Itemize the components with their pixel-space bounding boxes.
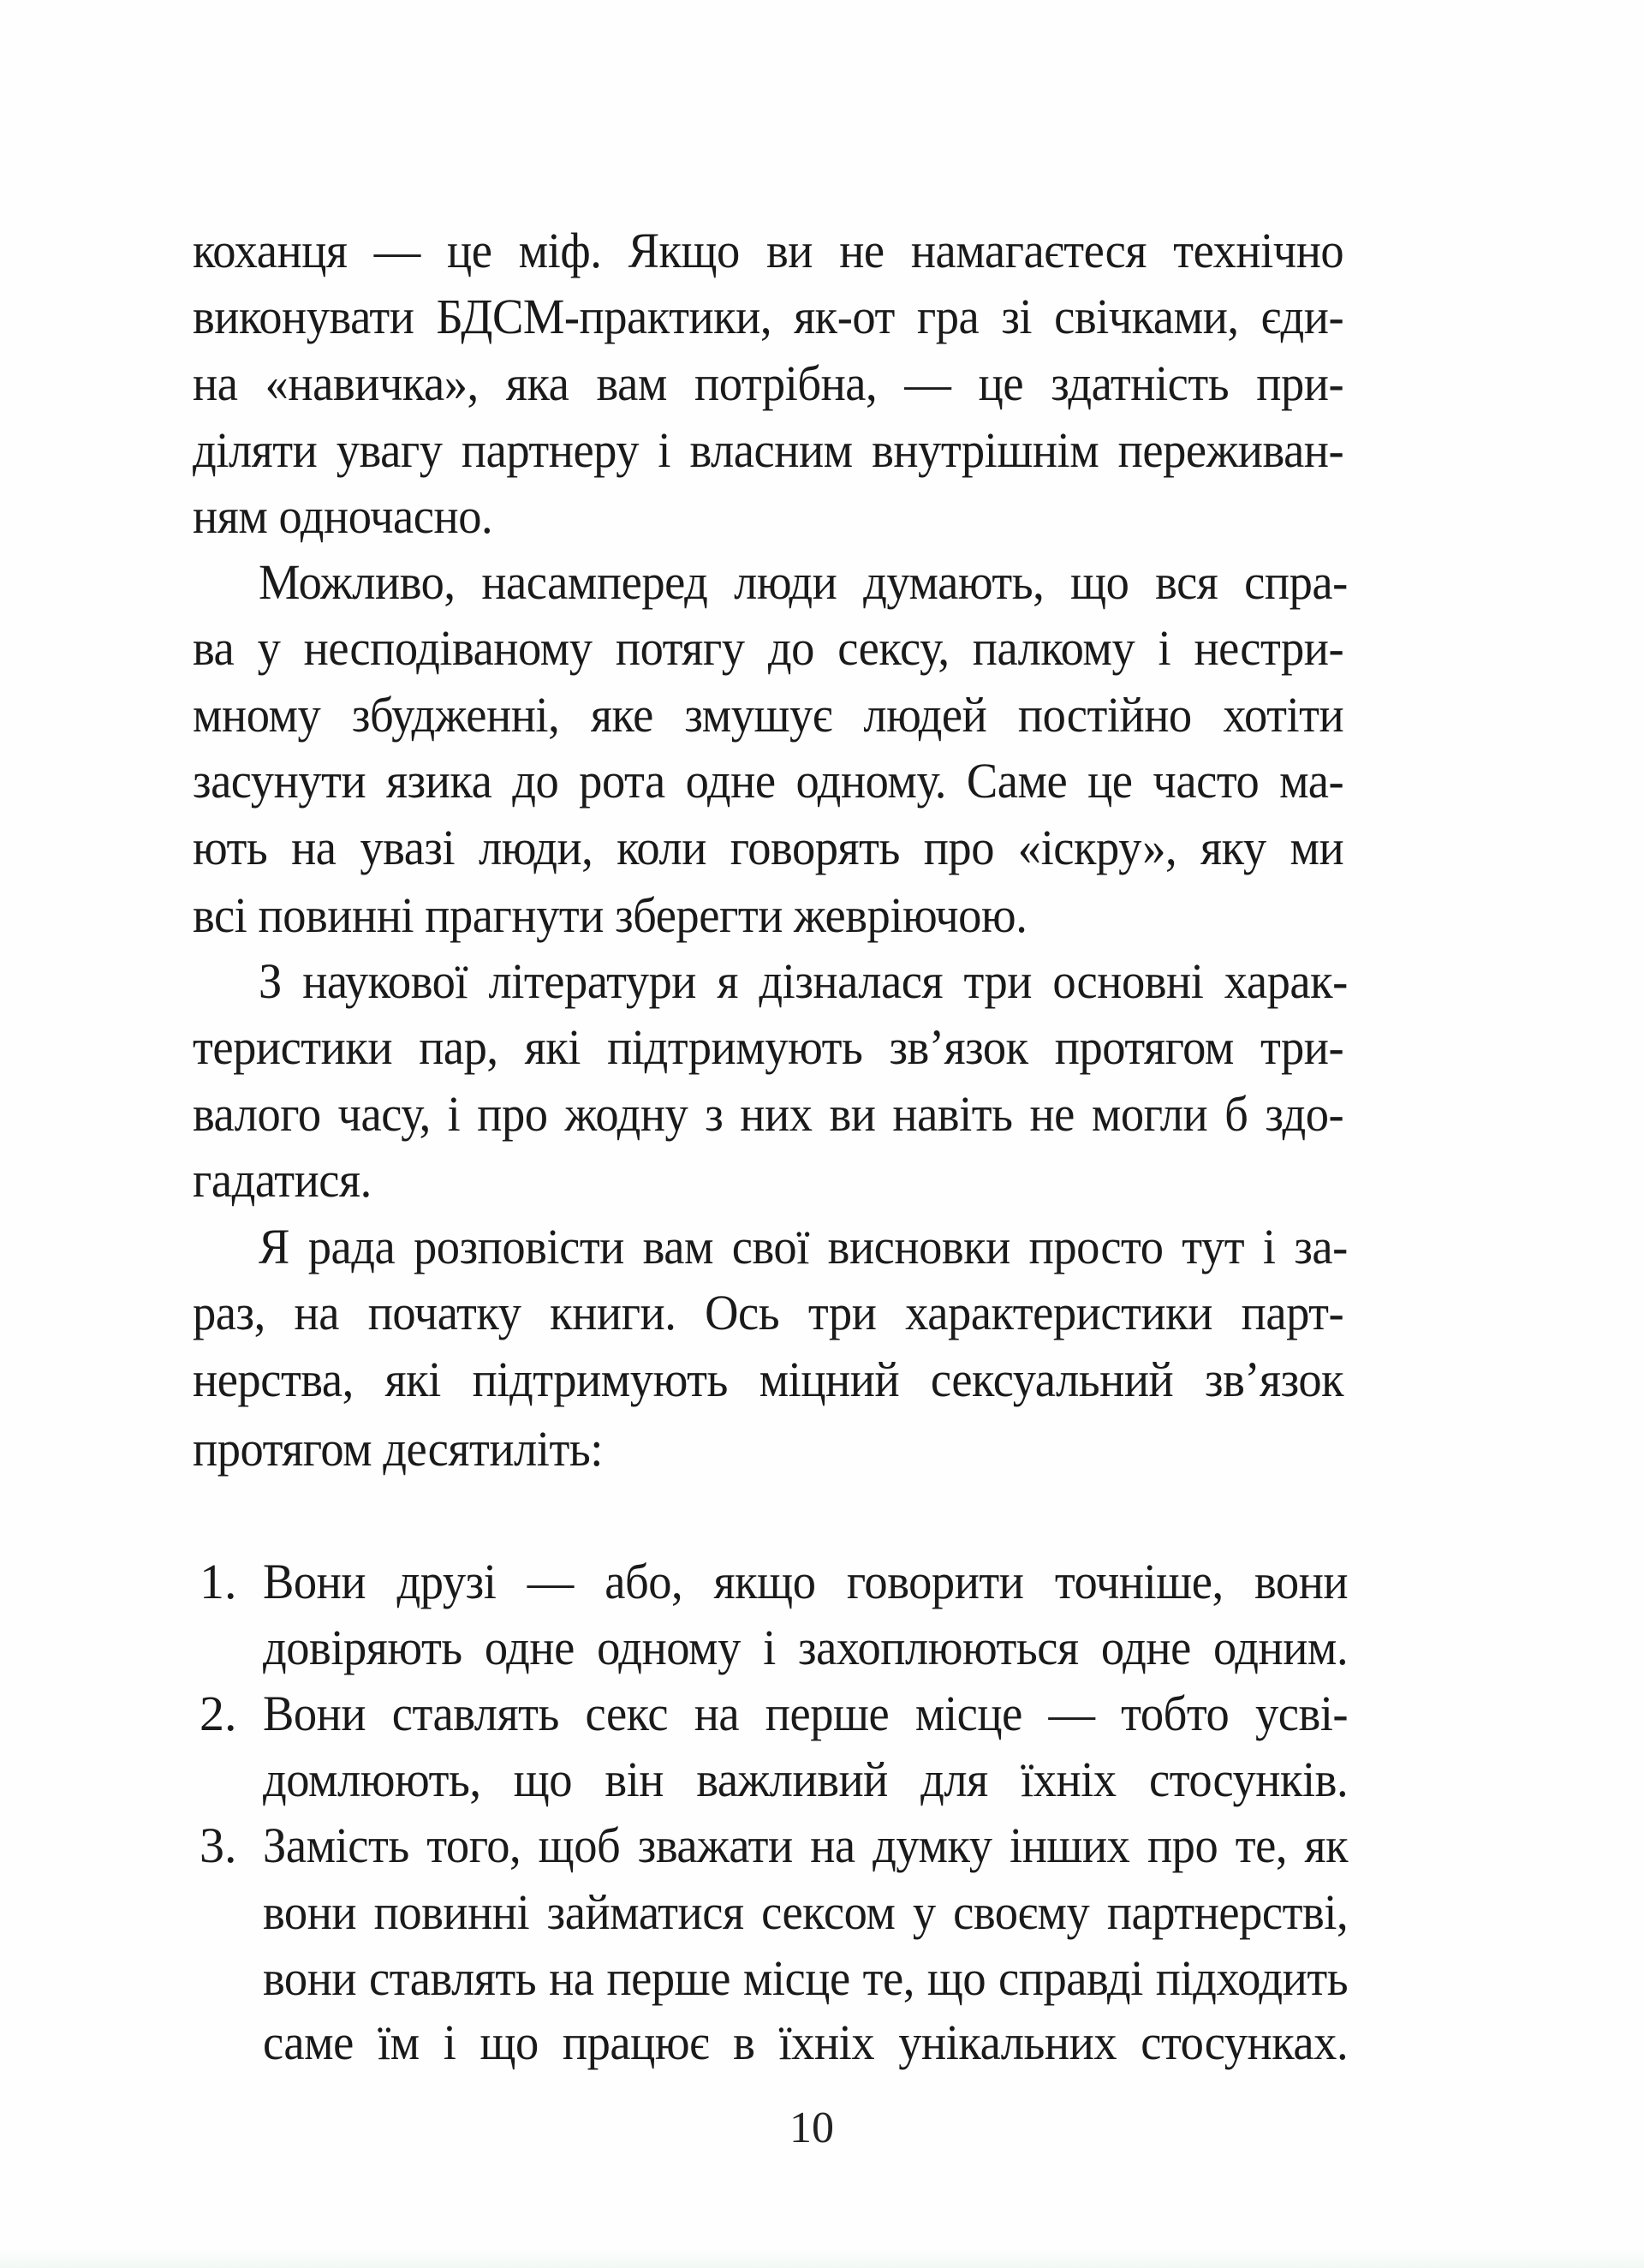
text-line: Вони ставлять секс на перше місце — тобто усві- xyxy=(263,1686,1349,1741)
text-line: виконувати БДСМ-практики, як-от гра зі свічками, єди- xyxy=(193,289,1344,344)
list-number: 3. xyxy=(200,1817,237,1873)
page-number: 10 xyxy=(789,2104,834,2152)
text-line: на «навичка», яка вам потрібна, — це здатність при- xyxy=(193,355,1344,411)
text-line: коханця — це міф. Якщо ви не намагаєтеся технічно xyxy=(193,223,1344,278)
text-line: довіряють одне одному і захоплюються одне одним. xyxy=(263,1620,1349,1675)
text-line: ням одночасно. xyxy=(193,488,493,544)
text-line: мному збудженні, яке змушує людей постійно хотіти xyxy=(193,687,1344,743)
list-number: 1. xyxy=(200,1554,237,1609)
scan-edge-tint xyxy=(0,2247,1644,2268)
text-line: домлюють, що він важливий для їхніх стосунків. xyxy=(263,1752,1349,1807)
text-line: всі повинні прагнути зберегти жевріючою. xyxy=(193,887,1028,943)
text-line: ють на увазі люди, коли говорять про «іскру», яку ми xyxy=(193,820,1344,875)
text-line: Замість того, щоб зважати на думку інших про те, як xyxy=(263,1817,1349,1873)
list-number: 2. xyxy=(200,1686,237,1741)
text-line: засунути язика до рота одне одному. Саме це часто ма- xyxy=(193,753,1344,809)
text-line: саме їм і що працює в їхніх унікальних стосунках. xyxy=(263,2014,1349,2070)
text-line: вони ставлять на перше місце те, що справді підходить xyxy=(263,1950,1349,2006)
text-line: вони повинні займатися сексом у своєму партнерстві, xyxy=(263,1884,1349,1940)
text-line: діляти увагу партнеру і власним внутрішнім переживан- xyxy=(193,422,1344,478)
text-line: валого часу, і про жодну з них ви навіть не могли б здо- xyxy=(193,1086,1344,1142)
text-line: протягом десятиліть: xyxy=(193,1421,603,1477)
text-line: нерства, які підтримують міцний сексуальний зв’язок xyxy=(193,1352,1344,1407)
text-line: Я рада розповісти вам свої висновки просто тут і за- xyxy=(259,1219,1348,1274)
text-line: раз, на початку книги. Ось три характеристики парт- xyxy=(193,1285,1344,1340)
text-line: Можливо, насамперед люди думають, що вся спра- xyxy=(259,554,1348,610)
text-line: З наукової літератури я дізналася три основні харак- xyxy=(259,953,1348,1009)
text-line: Вони друзі — або, якщо говорити точніше, вони xyxy=(263,1554,1349,1609)
text-line: теристики пар, які підтримують зв’язок протягом три- xyxy=(193,1019,1344,1075)
text-line: гадатися. xyxy=(193,1152,372,1208)
text-line: ва у несподіваному потягу до сексу, палкому і нестри- xyxy=(193,620,1344,676)
